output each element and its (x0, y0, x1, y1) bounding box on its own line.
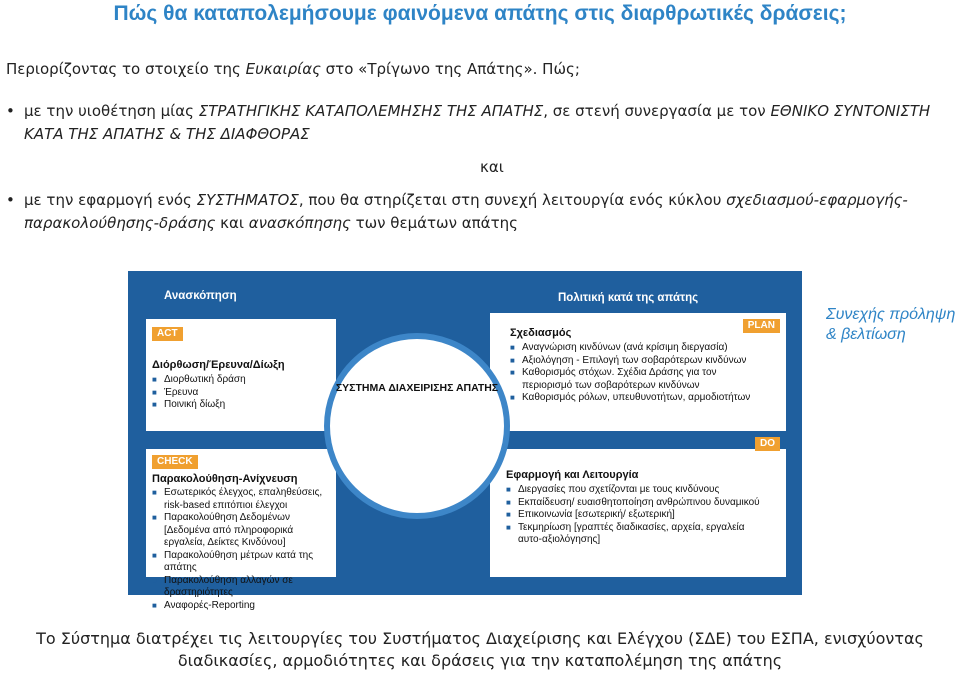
list-item: ■ Εσωτερικός έλεγχος, επαληθεύσεις, risk-based επιτόπιοι έλεγχοι (152, 487, 332, 512)
side-text-line1: Συνεχής πρόληψη (826, 306, 956, 323)
bullet-system-text (24, 189, 946, 235)
intro-part2: στο «Τρίγωνο της Απάτης». Πώς; (320, 60, 580, 78)
intro-text (6, 60, 580, 78)
do-title: Εφαρμογή και Λειτουργία (506, 469, 639, 481)
bullet-text-part: των θεμάτων απάτης (350, 214, 518, 232)
bullet-strategy-text (24, 100, 946, 146)
bullet-text-italic: ΕΘΝΙΚΟ ΣΥΝΤΟΝΙΣΤΗ ΚΑΤΑ ΤΗΣ ΑΠΑΤΗΣ & ΤΗΣ ΔΙΑΦΘΟΡΑΣ (24, 102, 931, 143)
footer-line2: διαδικασίες, αρμοδιότητες και δράσεις για την καταπολέμηση της απάτης (177, 651, 783, 670)
list-item: ■ Διορθωτική δράση (152, 374, 330, 387)
list-item: ■ Παρακολούθηση μέτρων κατά της απάτης (152, 550, 332, 575)
bullet-text-italic: ΣΥΣΤΗΜΑΤΟΣ (196, 191, 299, 209)
check-tag: CHECK (152, 455, 198, 469)
list-item: ■ Έρευνα (152, 387, 330, 400)
list-item: ■ Παρακολούθηση Δεδομένων [Δεδομένα από πληροφορικά εργαλεία, Δείκτες Κινδύνου] (152, 512, 332, 550)
intro-part1: Περιορίζοντας το στοιχείο της (6, 60, 246, 78)
bullet-text-italic: ανασκόπησης (248, 214, 351, 232)
plan-list (510, 342, 760, 405)
list-item: ■ Εκπαίδευση/ ευαισθητοποίηση ανθρώπινου δυναμικού (506, 497, 766, 510)
plan-title: Σχεδιασμός (510, 327, 572, 339)
side-text (826, 305, 955, 345)
pdca-diagram (128, 271, 802, 611)
bullet-strategy (6, 100, 946, 146)
center-label: ΣΥΣΤΗΜΑ ΔΙΑΧΕΙΡΙΣΗΣ ΑΠΑΤΗΣ (335, 382, 499, 394)
header-review: Ανασκόπηση (164, 290, 237, 302)
quadrant-plan (490, 313, 786, 431)
list-item: ■ Αξιολόγηση - Επιλογή των σοβαρότερων κινδύνων (510, 355, 760, 368)
quadrant-do (490, 438, 786, 577)
header-policy: Πολιτική κατά της απάτης (558, 292, 699, 304)
list-item: ■ Καθορισμός ρόλων, υπευθυνοτήτων, αρμοδιοτήτων (510, 392, 760, 405)
list-item: ■ Καθορισμός στόχων. Σχέδια Δράσης για τον περιορισμό των σοβαρότερων κινδύνων (510, 367, 760, 392)
bullet-text-part: με την υιοθέτηση μίας (24, 102, 199, 120)
bullet-text-part: και (215, 214, 249, 232)
bullet-text-italic: σχεδιασμού-εφαρμογής-παρακολούθησης-δράσης (24, 191, 908, 232)
bullet-text-part: , που θα στηρίζεται στη συνεχή λειτουργία ενός κύκλου (298, 191, 727, 209)
bullet-dot-icon: • (6, 102, 15, 120)
bullet-text-part: με την εφαρμογή ενός (24, 191, 197, 209)
footer-text (0, 628, 960, 672)
list-item: ■ Διεργασίες που σχετίζονται με τους κινδύνους (506, 484, 766, 497)
side-text-line2: & βελτίωση (826, 326, 906, 343)
list-item: ■ Αναγνώριση κινδύνων (ανά κρίσιμη διεργασία) (510, 342, 760, 355)
connector-text: και (480, 158, 504, 176)
quadrant-check (146, 449, 336, 611)
list-item: ■ Παρακολούθηση αλλαγών σε δραστηριότητες (152, 575, 332, 600)
intro-italic: Ευκαιρίας (245, 60, 321, 78)
footer-line1: Το Σύστημα διατρέχει τις λειτουργίες του Συστήματος Διαχείρισης και Ελέγχου (ΣΔΕ) του ΕΣΠΑ, ενισχύοντας (36, 629, 924, 648)
act-list (152, 374, 330, 412)
act-title: Διόρθωση/Έρευνα/Δίωξη (152, 359, 285, 371)
check-title: Παρακολούθηση-Ανίχνευση (152, 473, 298, 485)
list-item: ■ Αναφορές-Reporting (152, 600, 332, 613)
page-title: Πώς θα καταπολεμήσουμε φαινόμενα απάτης στις διαρθρωτικές δράσεις; (113, 2, 847, 25)
do-list (506, 484, 766, 547)
list-item: ■ Τεκμηρίωση [γραπτές διαδικασίες, αρχεία, εργαλεία αυτο-αξιολόγησης] (506, 522, 766, 547)
bullet-text-part: , σε στενή συνεργασία με τον (543, 102, 771, 120)
do-tag: DO (755, 437, 780, 451)
list-item: ■ Ποινική δίωξη (152, 399, 330, 412)
act-tag: ACT (152, 327, 183, 341)
quadrant-act (146, 319, 336, 431)
bullet-text-italic: ΣΤΡΑΤΗΓΙΚΗΣ ΚΑΤΑΠΟΛΕΜΗΣΗΣ ΤΗΣ ΑΠΑΤΗΣ (198, 102, 544, 120)
plan-tag: PLAN (743, 319, 780, 333)
bullet-system (6, 189, 946, 235)
center-circle (324, 333, 510, 519)
check-list (152, 487, 332, 612)
list-item: ■ Επικοινωνία [εσωτερική/ εξωτερική] (506, 509, 766, 522)
bullet-dot-icon: • (6, 191, 15, 209)
